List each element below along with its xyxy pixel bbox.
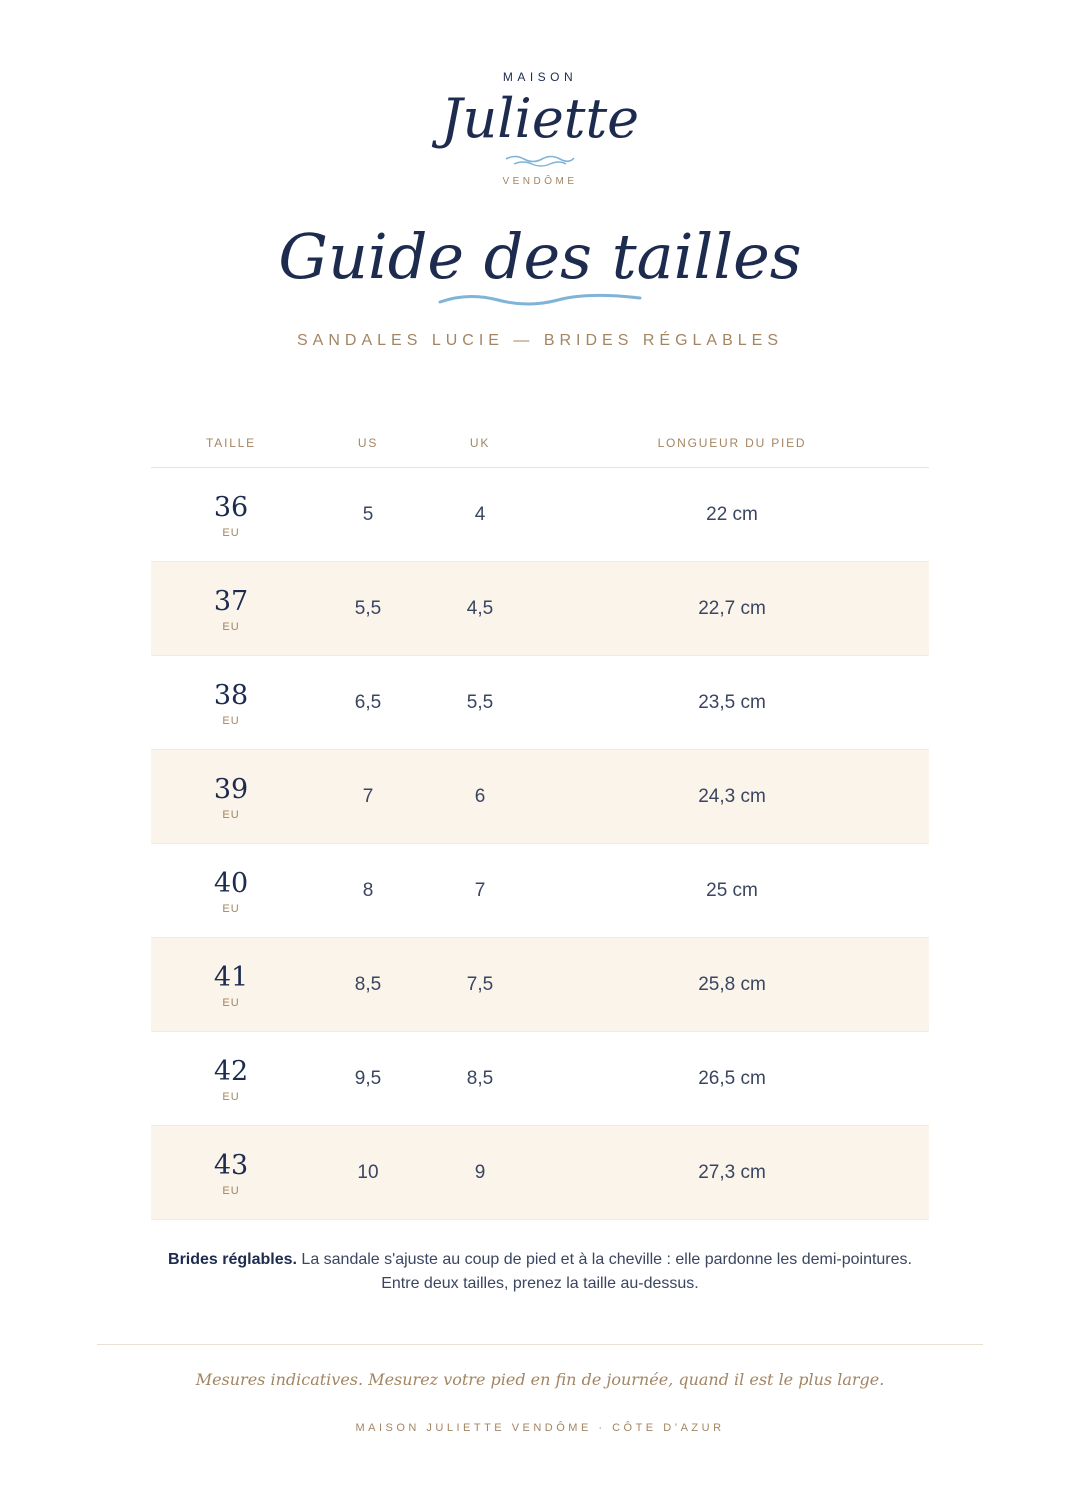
us-size-cell: 5,5 bbox=[354, 597, 382, 619]
eu-size-cell bbox=[151, 679, 311, 727]
uk-size-cell: 6 bbox=[474, 785, 486, 807]
measurement-disclaimer: Mesures indicatives. Mesurez votre pied en fin de journée, quand il est le plus large. bbox=[195, 1370, 885, 1389]
table-row bbox=[151, 938, 929, 1032]
table-row bbox=[151, 844, 929, 938]
table-row bbox=[151, 1126, 929, 1220]
eu-size-cell bbox=[151, 961, 311, 1009]
uk-size-cell: 8,5 bbox=[466, 1067, 494, 1089]
foot-length-cell: 23,5 cm bbox=[698, 691, 766, 713]
note-text-2: Entre deux tailles, prenez la taille au-dessus. bbox=[381, 1275, 699, 1292]
eu-size-value: 43 bbox=[213, 1149, 249, 1181]
note-text: La sandale s'ajuste au coup de pied et à la cheville : elle pardonne les demi-pointures. bbox=[296, 1251, 912, 1268]
brand-top-line: MAISON bbox=[502, 70, 578, 84]
table-row bbox=[151, 750, 929, 844]
table-row bbox=[151, 656, 929, 750]
eu-size-cell bbox=[151, 585, 311, 633]
table-row bbox=[151, 468, 929, 562]
uk-size-cell: 5,5 bbox=[466, 691, 494, 713]
table-body bbox=[151, 468, 929, 1220]
footer-signature: MAISON JULIETTE VENDÔME · CÔTE D’AZUR bbox=[355, 1422, 725, 1434]
eu-size-cell bbox=[151, 773, 311, 821]
eu-size-value: 41 bbox=[213, 961, 249, 993]
us-size-cell: 6,5 bbox=[354, 691, 382, 713]
foot-length-cell: 22 cm bbox=[706, 503, 758, 525]
title-wave-underline-icon bbox=[438, 290, 642, 310]
eu-size-value: 36 bbox=[213, 491, 249, 523]
adjustable-straps-note bbox=[120, 1248, 960, 1296]
eu-size-value: 37 bbox=[213, 585, 249, 617]
eu-label: EU bbox=[222, 1184, 240, 1197]
eu-size-value: 38 bbox=[213, 679, 249, 711]
eu-label: EU bbox=[222, 714, 240, 727]
eu-label: EU bbox=[222, 526, 240, 539]
page-subtitle: SANDALES LUCIE — BRIDES RÉGLABLES bbox=[297, 332, 783, 349]
eu-size-value: 42 bbox=[213, 1055, 249, 1087]
brand-logo-name: Juliette bbox=[440, 87, 640, 150]
us-size-cell: 7 bbox=[362, 785, 374, 807]
uk-size-cell: 7,5 bbox=[466, 973, 494, 995]
wave-ornament-icon bbox=[504, 154, 576, 168]
table-row bbox=[151, 562, 929, 656]
foot-length-cell: 25,8 cm bbox=[698, 973, 766, 995]
size-table bbox=[151, 418, 929, 1220]
eu-label: EU bbox=[222, 808, 240, 821]
eu-size-cell bbox=[151, 867, 311, 915]
header-length: LONGUEUR DU PIED bbox=[657, 435, 807, 450]
eu-size-cell bbox=[151, 491, 311, 539]
table-row bbox=[151, 1032, 929, 1126]
footer-divider bbox=[97, 1344, 983, 1345]
note-lead: Brides réglables. bbox=[168, 1251, 297, 1268]
header-size: TAILLE bbox=[206, 435, 256, 450]
eu-size-cell bbox=[151, 1055, 311, 1103]
uk-size-cell: 7 bbox=[474, 879, 486, 901]
eu-size-value: 39 bbox=[213, 773, 249, 805]
eu-size-value: 40 bbox=[213, 867, 249, 899]
header-us: US bbox=[357, 435, 379, 450]
eu-label: EU bbox=[222, 902, 240, 915]
us-size-cell: 9,5 bbox=[354, 1067, 382, 1089]
uk-size-cell: 9 bbox=[474, 1161, 486, 1183]
eu-label: EU bbox=[222, 620, 240, 633]
foot-length-cell: 26,5 cm bbox=[698, 1067, 766, 1089]
eu-size-cell bbox=[151, 1149, 311, 1197]
foot-length-cell: 24,3 cm bbox=[698, 785, 766, 807]
us-size-cell: 5 bbox=[362, 503, 374, 525]
foot-length-cell: 22,7 cm bbox=[698, 597, 766, 619]
foot-length-cell: 27,3 cm bbox=[698, 1161, 766, 1183]
uk-size-cell: 4,5 bbox=[466, 597, 494, 619]
us-size-cell: 8,5 bbox=[354, 973, 382, 995]
eu-label: EU bbox=[222, 1090, 240, 1103]
uk-size-cell: 4 bbox=[474, 503, 486, 525]
us-size-cell: 8 bbox=[362, 879, 374, 901]
brand-city: VENDÔME bbox=[502, 176, 578, 187]
eu-label: EU bbox=[222, 996, 240, 1009]
table-header bbox=[151, 418, 929, 468]
page-title: Guide des tailles bbox=[278, 220, 802, 293]
foot-length-cell: 25 cm bbox=[706, 879, 758, 901]
header-uk: UK bbox=[469, 435, 491, 450]
us-size-cell: 10 bbox=[357, 1161, 379, 1183]
